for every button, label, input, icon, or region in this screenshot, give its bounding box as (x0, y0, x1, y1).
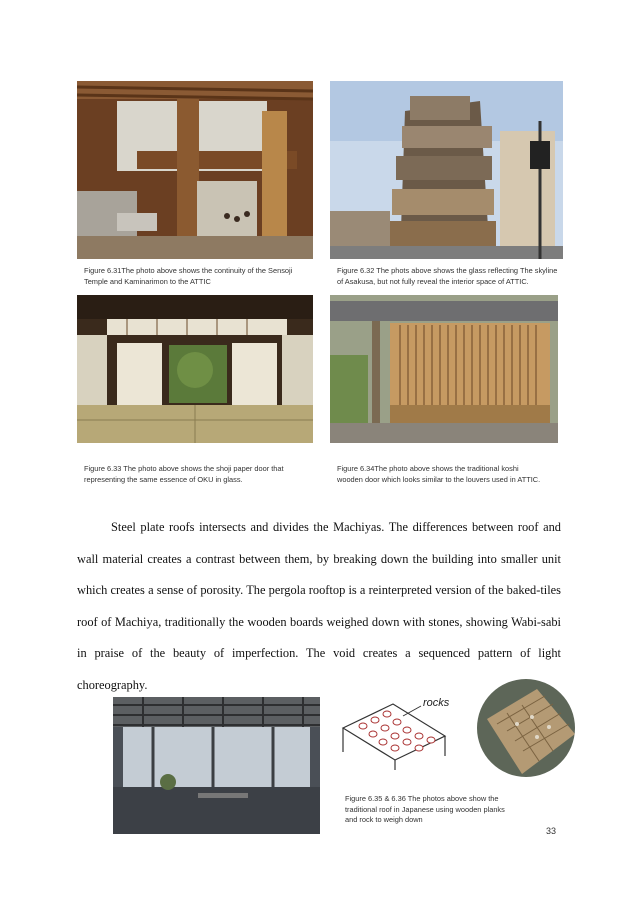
body-paragraph (77, 512, 561, 702)
figure-6-34-photo (330, 295, 558, 443)
caption-line: representing the same essence of OKU in glass. (84, 474, 243, 484)
page-number: 33 (546, 826, 557, 836)
caption-line: Figure 6.32 The phots above shows the glass reflecting The skyline (337, 266, 558, 275)
figure-6-33-photo (77, 295, 313, 443)
caption-line: traditional roof in Japanese using wooden planks (345, 804, 505, 814)
body-paragraph-text: Steel plate roofs intersects and divides the Machiyas. The differences between roof and wall material creates a contrast between them, by breaking down the building into smaller unit which creates a sense of porosity. The pergola rooftop is a reinterpreted version of the baked-tiles roof of Machiya, traditionally the wooden boards weighed down with stones, showing Wabi-sabi in praise of the beauty of imperfection. The void creates a sequenced pattern of light choreography. (77, 520, 561, 692)
roof-rocks-sketch (333, 686, 483, 771)
caption-line: and rock to weigh down (345, 815, 423, 824)
figure-6-32-photo (330, 81, 563, 259)
caption-line: wooden door which looks similar to the louvers used in ATTIC. (337, 474, 541, 484)
figure-6-35-caption (345, 794, 505, 826)
caption-line: Figure 6.31The photo above shows the continuity of the Sensoji (84, 266, 293, 275)
caption-line: Figure 6.35 & 6.36 The photos above show the (345, 794, 499, 803)
caption-line: of Asakusa, but not fully reveal the interior space of ATTIC. (337, 276, 529, 286)
figure-6-36-photo (477, 679, 575, 777)
figure-6-32-caption (337, 266, 557, 287)
figure-6-34-caption (337, 464, 540, 485)
caption-line: Temple and Kaminarimon to the ATTIC (84, 276, 211, 286)
figure-6-31-caption (84, 266, 292, 287)
sketch-label-rocks: rocks (423, 697, 450, 709)
figure-6-31-photo (77, 81, 313, 259)
figure-6-33-caption (84, 464, 284, 485)
caption-line: Figure 6.33 The photo above shows the shoji paper door that (84, 464, 284, 473)
figure-6-35-photo (113, 697, 320, 834)
caption-line: Figure 6.34The photo above shows the traditional koshi (337, 464, 519, 473)
